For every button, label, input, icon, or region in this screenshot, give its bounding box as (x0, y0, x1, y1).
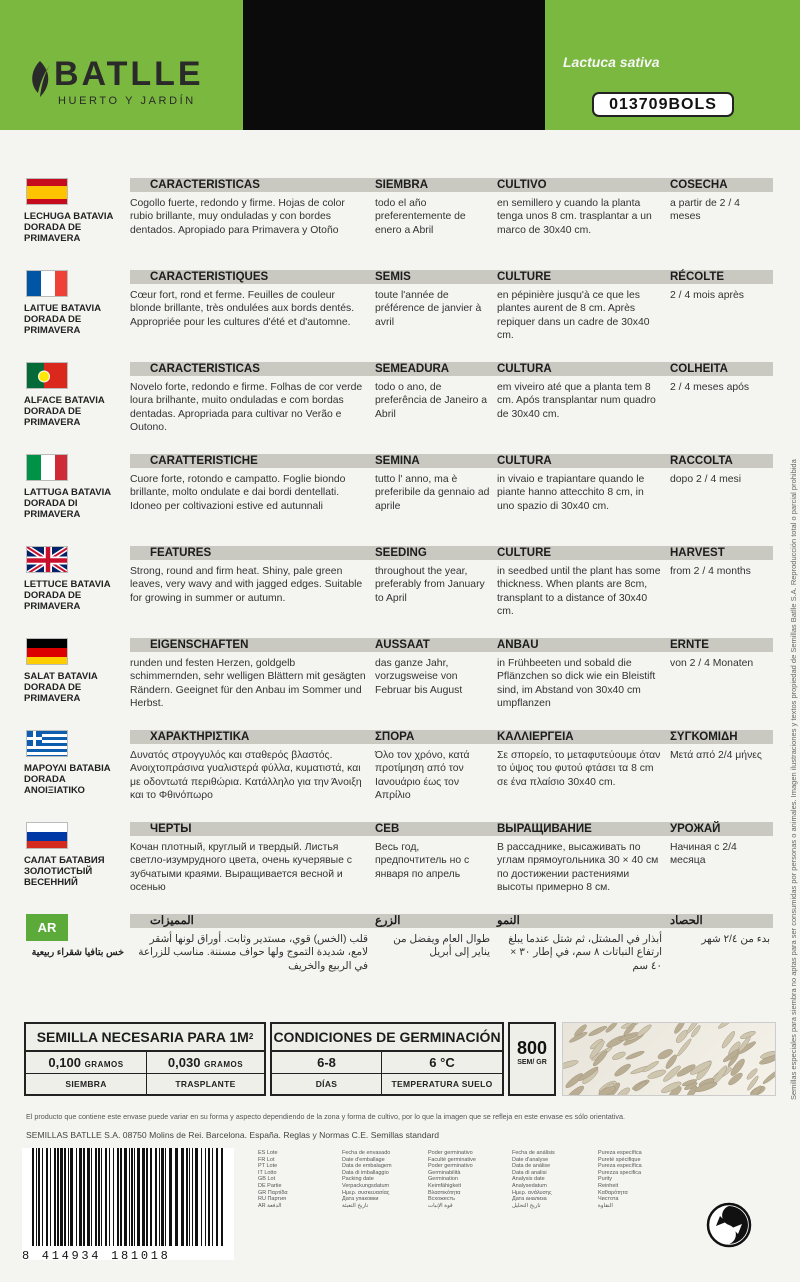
seed-needed-table (24, 1022, 266, 1096)
language-section-ar (20, 914, 785, 1006)
batch-info-line: Data de embalagem (342, 1163, 392, 1170)
disclaimer-text: El producto que contiene este envase puede variar en su forma y aspecto dependiendo de la zona y forma de cultivo, por lo que la imagen que se refleja en este envase es sólo orientativa. (26, 1112, 625, 1121)
seed-shape (717, 1023, 734, 1030)
batch-info-line: تاريخ التحليل (512, 1202, 541, 1209)
heading-cultivation: CULTURE (497, 271, 552, 283)
barcode-bar (109, 1148, 110, 1246)
batch-info-line: GR Παρτίδα (258, 1189, 288, 1196)
batch-info-line: RU Партия (258, 1196, 286, 1203)
batch-info-line: Reinheit (598, 1182, 619, 1189)
heading-features: ЧЕРТЫ (150, 823, 192, 835)
heading-features: CARACTERISTICAS (150, 363, 260, 375)
barcode-bar (87, 1148, 90, 1246)
heading-harvest: ΣΥΓΚΟΜΙΔΗ (670, 731, 738, 743)
batch-info-line: ES Lote (258, 1150, 278, 1156)
cultivation-text: أبذار في المشتل، ثم شتل عندما يبلغ ارتفاع النباتات ٨ سم، في إطار ٣٠ × ٤٠ سم (508, 934, 662, 972)
cultivation-text: in Frühbeeten und sobald die Pflänzchen so dick wie ein Bleistift sind, im Abstand von 30x40 cm umpflanzen (497, 658, 656, 710)
batch-info-line: Poder germinativo (428, 1163, 473, 1170)
barcode-bar (95, 1148, 97, 1246)
heading-cultivation: النمو (497, 915, 520, 927)
barcode-bar (57, 1148, 59, 1246)
features-text: Δυνατός στρογγυλός και σταθερός βλαστός. Ανοιχτοπράσινα γυαλιστερά φύλλα, κυματιστά, και με οδοντωτά περιθώρια. Κατάλληλο για την Άνοιξη και το Φθινόπωρο (130, 750, 362, 802)
sowing-text: tutto l' anno, ma è preferibile da gennaio ad aprile (375, 474, 490, 512)
barcode-bar (124, 1148, 127, 1246)
heading-harvest: RÉCOLTE (670, 271, 725, 283)
language-section-fr (20, 270, 785, 362)
batch-info-line: AR الدفعة (258, 1202, 282, 1209)
variety-name: خس بتافيا شقراء ربيعية (31, 947, 124, 958)
features-text: Cuore forte, rotondo e campatto. Foglie biondo brillante, molto ondulate e dai bordi dentellati. Idoneo per coltivazioni estive ed autunnali (130, 474, 346, 512)
heading-harvest: COSECHA (670, 179, 728, 191)
batch-info-column (512, 1150, 594, 1209)
heading-sowing: SEMIS (375, 271, 411, 283)
brand-name: BATLLE (54, 55, 204, 93)
variety-name: LAITUE BATAVIA DORADA DE PRIMAVERA (24, 303, 101, 336)
batch-info-line: Ημερ. ανάλυσης (512, 1189, 552, 1196)
heading-features: CARATTERISTICHE (150, 455, 258, 467)
features-text: Strong, round and firm heat. Shiny, pale green leaves, very wavy and with jagged edges. Suitable for growing in summer or autumn. (130, 566, 363, 604)
seeds-image (563, 1023, 776, 1096)
harvest-text: dopo 2 / 4 mesi (670, 474, 742, 485)
ean-number: 8 414934 181018 (22, 1249, 171, 1263)
barcode-bar (216, 1148, 218, 1246)
heading-features: المميزات (150, 915, 194, 927)
sowing-text: toute l'année de préférence de janvier à avril (375, 290, 482, 328)
heading-cultivation: CULTURE (497, 547, 552, 559)
features-text: Cogollo fuerte, redondo y firme. Hojas de color rubio brillante, muy onduladas y con bordes dentados. Apropiado para Primavera y Otoño (130, 198, 345, 236)
batch-info-column (598, 1150, 680, 1209)
batch-info-line: Дата анализа (512, 1196, 547, 1203)
heading-sowing: ΣΠΟΡΑ (375, 731, 415, 743)
barcode-bar (32, 1148, 34, 1246)
heading-sowing: SEMEADURA (375, 363, 450, 375)
barcode-bar (221, 1148, 223, 1246)
variety-name: САЛАТ БАТАВИЯ ЗОЛОТИСТЫЙ ВЕСЕННИЙ (24, 855, 105, 888)
germination-days: 6-8 DÍAS (272, 1052, 382, 1096)
barcode-bar (68, 1148, 69, 1246)
batch-info-line: Packing date (342, 1176, 374, 1183)
barcode-bar (165, 1148, 166, 1246)
barcode-bar (205, 1148, 206, 1246)
features-text: Cœur fort, rond et ferme. Feuilles de couleur blonde brillante, très ondulées aux bords dentés. Appropriée pour les cultures d'été et d'automne. (130, 290, 355, 328)
heading-cultivation: CULTIVO (497, 179, 547, 191)
barcode-bar (79, 1148, 82, 1246)
header-black-panel (243, 0, 545, 130)
batch-info-line: Data de análise (512, 1163, 551, 1170)
batch-info-line: Purity (598, 1176, 613, 1183)
seed-shape (605, 1033, 627, 1049)
batch-info-line: FR Lot (258, 1156, 275, 1163)
batch-info-line: Germination (428, 1176, 458, 1183)
batch-info-line: Ημερ. συσκευασίας (342, 1189, 390, 1196)
heading-cultivation: CULTURA (497, 363, 552, 375)
heading-sowing: SEMINA (375, 455, 420, 467)
variety-name: ALFACE BATAVIA DORADA DE PRIMAVERA (24, 395, 105, 428)
seed-needed-trasplante: 0,030 GRAMOS TRASPLANTE (147, 1052, 264, 1096)
features-text: Novelo forte, redondo e firme. Folhas de cor verde loura brilhante, muito onduladas e com bordas dentadas. Apropriada para cultivar no Verão e Outono. (130, 382, 363, 434)
barcode-bar (36, 1148, 37, 1246)
batch-info-line: Чистота (598, 1196, 619, 1203)
barcode-bar (105, 1148, 107, 1246)
barcode-bar (186, 1148, 188, 1246)
batch-info-line: Дата упаковки (342, 1196, 379, 1203)
germination-conditions-table (270, 1022, 504, 1096)
header-right-panel (545, 0, 800, 130)
heading-features: CARACTERISTIQUES (150, 271, 269, 283)
harvest-text: 2 / 4 meses após (670, 382, 750, 393)
batch-info-line: Fecha de análisis (512, 1150, 555, 1156)
barcode-bar (181, 1148, 184, 1246)
barcode-bar (137, 1148, 140, 1246)
heading-sowing: AUSSAAT (375, 639, 430, 651)
barcode-bar (60, 1148, 63, 1246)
heading-sowing: الزرع (375, 915, 401, 927)
variety-name: LATTUGA BATAVIA DORADA DI PRIMAVERA (24, 487, 111, 520)
batch-info-line: Βλαστικότητα (428, 1189, 461, 1196)
language-section-de (20, 638, 785, 730)
batch-info-line: Data di imballaggio (342, 1169, 389, 1176)
seeds-per-gram: 800 SEM/ GR (508, 1022, 556, 1096)
germination-soil-temperature: 6 °C TEMPERATURA SUELO (382, 1052, 502, 1096)
batch-info-line: PT Lote (258, 1163, 278, 1170)
heading-harvest: الحصاد (670, 915, 703, 927)
heading-features: CARACTERISTICAS (150, 179, 260, 191)
seed-needed-title: SEMILLA NECESARIA PARA $1M^2$ (26, 1024, 264, 1052)
language-section-pt (20, 362, 785, 454)
barcode-bar (155, 1148, 157, 1246)
barcode-bar (42, 1148, 43, 1246)
features-text: Кочан плотный, круглый и твердый. Листья светло-изумрудного цвета, очень кучерявые с зубчатыми краями. Выращивается весной и осенью (130, 842, 352, 894)
barcode-bar (70, 1148, 73, 1246)
seeds-photo (562, 1022, 776, 1096)
batch-info-line: Analysedatum (512, 1182, 547, 1189)
brand-subtitle: HUERTO Y JARDÍN (58, 95, 196, 107)
batch-info-line: IT Lotto (258, 1169, 277, 1176)
language-section-gr (20, 730, 785, 822)
product-code: 013709BOLS (592, 92, 734, 117)
barcode-bar (46, 1148, 48, 1246)
producer-address: SEMILLAS BATLLE S.A. 08750 Molins de Rei. Barcelona. España. Reglas y Normas C.E. Semillas standard (26, 1130, 440, 1140)
package-header (0, 0, 800, 130)
barcode-bar (189, 1148, 190, 1246)
barcode-bars (32, 1148, 226, 1246)
latin-name: Lactuca sativa (563, 54, 660, 70)
batch-info-line: Verpackungsdatum (342, 1182, 390, 1189)
batch-info-line: النقاوة (598, 1202, 613, 1209)
sowing-text: Весь год, предпочтитель но с января по апрель (375, 842, 470, 880)
cultivation-text: en pépinière jusqu'à ce que les plantes aurent de 8 cm. Après repiquer dans un cadre de 30x40 cm. (497, 290, 650, 342)
batch-info-column (342, 1150, 424, 1209)
barcode-bar (212, 1148, 213, 1246)
barcode-bar (98, 1148, 100, 1246)
language-section-it (20, 454, 785, 546)
barcode-bar (38, 1148, 40, 1246)
heading-sowing: SIEMBRA (375, 179, 429, 191)
batch-info-line: Pureté spécifique (598, 1156, 641, 1163)
heading-cultivation: ВЫРАЩИВАНИЕ (497, 823, 592, 835)
batch-info-column (428, 1150, 510, 1209)
cultivation-text: en semillero y cuando la planta tenga unos 8 cm. trasplantar a un marco de 30x40 cm. (497, 198, 652, 236)
batch-info-line: GB Lot (258, 1176, 276, 1183)
batch-info-line: DE Partie (258, 1182, 282, 1189)
seed-shape (613, 1062, 632, 1078)
batch-info-line: Poder germinativo (428, 1150, 473, 1156)
batch-info-line: Καθαρότητα (598, 1189, 628, 1196)
flag-badge-ar: AR (26, 914, 68, 941)
batch-info-line: Keimfähigkeit (428, 1182, 462, 1189)
features-text: runden und festen Herzen, goldgelb schimmernden, sehr welligen Blättern mit gesägten Rändern. Geeignet für den Anbau im Sommer und Herbst. (130, 658, 366, 710)
barcode-bar (64, 1148, 66, 1246)
sowing-text: Όλο τον χρόνο, κατά προτίμηση από τον Ιανουάριο έως τον Απρίλιο (375, 750, 470, 802)
sowing-text: todo el año preferentemente de enero a Abril (375, 198, 466, 236)
harvest-text: Начиная с 2/4 месяца (670, 842, 737, 867)
germination-conditions-title: CONDICIONES DE GERMINACIÓN (272, 1024, 502, 1052)
barcode-bar (201, 1148, 202, 1246)
barcode-bar (76, 1148, 77, 1246)
barcode-bar (134, 1148, 135, 1246)
barcode-bar (50, 1148, 51, 1246)
cultivation-text: em viveiro até que a planta tem 8 cm. Após transplantar num quadro de 30x40 cm. (497, 382, 656, 420)
language-section-es (20, 178, 785, 270)
sowing-text: todo o ano, de preferência de Janeiro a Abril (375, 382, 488, 420)
seed-shape (625, 1050, 645, 1061)
flag-es-icon (26, 178, 68, 205)
harvest-text: 2 / 4 mois après (670, 290, 744, 301)
side-legal-text (788, 180, 798, 1100)
cultivation-text: in seedbed until the plant has some thickness. When plants are 8cm, transplant to a distance of 30x40 cm. (497, 566, 661, 618)
barcode-bar (150, 1148, 152, 1246)
batch-info-line: Всхожесть (428, 1196, 455, 1203)
barcode-bar (54, 1148, 56, 1246)
barcode-bar (142, 1148, 145, 1246)
batch-info-column (258, 1150, 340, 1209)
barcode-bar (208, 1148, 210, 1246)
batch-info-line: Analysis date (512, 1176, 545, 1183)
variety-name: LECHUGA BATAVIA DORADA DE PRIMAVERA (24, 211, 114, 244)
brand-logo (28, 55, 228, 110)
sowing-text: das ganze Jahr, vorzugsweise von Februar bis August (375, 658, 463, 696)
barcode-bar (83, 1148, 85, 1246)
barcode-bar (91, 1148, 92, 1246)
barcode-bar (195, 1148, 198, 1246)
heading-sowing: SEEDING (375, 547, 427, 559)
cultivation-text: Σε σπορείο, το μεταφυτεύουμε όταν το ύψος του φυτού φτάσει τα 8 cm σε ένα πλαίσιο 30x40 cm. (497, 750, 661, 788)
side-legal-text-content: Semillas especiales para siembra no aptas para ser consumidas por personas o animales. Imagen ilustraciones y textos propiedad de Semillas Batlle S.A. Reproducción total o parcial prohibida (789, 459, 798, 1100)
batch-info-line: Date d'analyse (512, 1156, 549, 1163)
heading-cultivation: ANBAU (497, 639, 539, 651)
harvest-text: a partir de 2 / 4 meses (670, 198, 740, 223)
barcode-bar (131, 1148, 133, 1246)
heading-sowing: СЕВ (375, 823, 400, 835)
batch-info-line: Date d'emballage (342, 1156, 385, 1163)
flag-pt-icon (26, 362, 68, 389)
seed-shape (563, 1059, 579, 1071)
barcode-bar (146, 1148, 148, 1246)
barcode-bar (159, 1148, 160, 1246)
heading-harvest: ERNTE (670, 639, 709, 651)
batch-info-line: Pureza específica (598, 1150, 642, 1156)
batch-info-line: Purezza specifica (598, 1169, 642, 1176)
flag-gb-icon (26, 546, 68, 573)
heading-features: EIGENSCHAFTEN (150, 639, 249, 651)
seed-shape (605, 1023, 619, 1034)
batch-info-line: Germinabilità (428, 1169, 461, 1176)
seed-shape (762, 1067, 776, 1085)
ean-barcode (22, 1148, 234, 1263)
heading-harvest: УРОЖАЙ (670, 823, 721, 835)
cultivation-text: В рассаднике, высаживать по углам прямоугольника 30 × 40 см по достижении растениями высоты примерно 8 см. (497, 842, 659, 894)
cultivation-text: in vivaio e trapiantare quando le piante hanno attecchito 8 cm, in uno spazio di 30x40 cm. (497, 474, 645, 512)
flag-gr-icon (26, 730, 68, 757)
flag-de-icon (26, 638, 68, 665)
barcode-bar (113, 1148, 114, 1246)
harvest-text: from 2 / 4 months (670, 566, 751, 577)
batch-info-line: تاريخ التعبئة (342, 1202, 369, 1209)
batch-info-line: Fecha de envasado (342, 1150, 391, 1156)
heading-features: ΧΑΡΑΚΤΗΡΙΣΤΙΚΑ (150, 731, 250, 743)
language-section-gb (20, 546, 785, 638)
barcode-bar (161, 1148, 164, 1246)
heading-cultivation: CULTURA (497, 455, 552, 467)
barcode-bar (169, 1148, 172, 1246)
seed-shape (611, 1050, 626, 1061)
harvest-text: بدء من ٢/٤ شهر (701, 934, 770, 945)
batch-info-line: Pureza específica (598, 1163, 642, 1170)
heading-cultivation: ΚΑΛΛΙΕΡΓΕΙΑ (497, 731, 574, 743)
harvest-text: von 2 / 4 Monaten (670, 658, 754, 669)
language-section-ru (20, 822, 785, 914)
barcode-bar (129, 1148, 130, 1246)
batch-info-line: Faculté germinative (428, 1156, 476, 1163)
heading-harvest: COLHEITA (670, 363, 728, 375)
leaf-icon (28, 59, 52, 99)
seed-needed-siembra: 0,100 GRAMOS SIEMBRA (26, 1052, 147, 1096)
flag-it-icon (26, 454, 68, 481)
header-left-panel (0, 0, 243, 130)
barcode-bar (117, 1148, 119, 1246)
seed-shape (588, 1025, 608, 1038)
seed-shape (635, 1023, 652, 1038)
sowing-text: throughout the year, preferably from January to April (375, 566, 485, 604)
heading-features: FEATURES (150, 547, 212, 559)
harvest-text: Μετά από 2/4 μήνες (670, 750, 762, 761)
variety-name: LETTUCE BATAVIA DORADA DE PRIMAVERA (24, 579, 111, 612)
batch-info-line: Data di analisi (512, 1169, 547, 1176)
heading-harvest: RACCOLTA (670, 455, 733, 467)
variety-name: SALAT BATAVIA DORADA DE PRIMAVERA (24, 671, 98, 704)
barcode-bar (120, 1148, 122, 1246)
heading-harvest: HARVEST (670, 547, 725, 559)
green-dot-recycle-icon (706, 1202, 752, 1248)
flag-ru-icon (26, 822, 68, 849)
sowing-text: طوال العام ويفضل من يناير إلى أبريل (393, 934, 490, 959)
batch-info-line: قوة الإنبات (428, 1202, 453, 1209)
barcode-bar (101, 1148, 102, 1246)
flag-fr-icon (26, 270, 68, 297)
barcode-bar (175, 1148, 178, 1246)
variety-name: ΜΑΡΟΥΛΙ ΒΑΤΑΒΙΑ DORADA ΑΝΟΙΞΙΑΤΙΚΟ (24, 763, 111, 796)
features-text: قلب (الخس) قوي، مستدير وثابت. أوراق لونها أشقر لامع، شديدة التموج ولها حواف مسننة. مناسب للزراعة في الربيع والخريف (138, 934, 368, 972)
barcode-bar (192, 1148, 193, 1246)
language-sections (20, 178, 785, 1006)
